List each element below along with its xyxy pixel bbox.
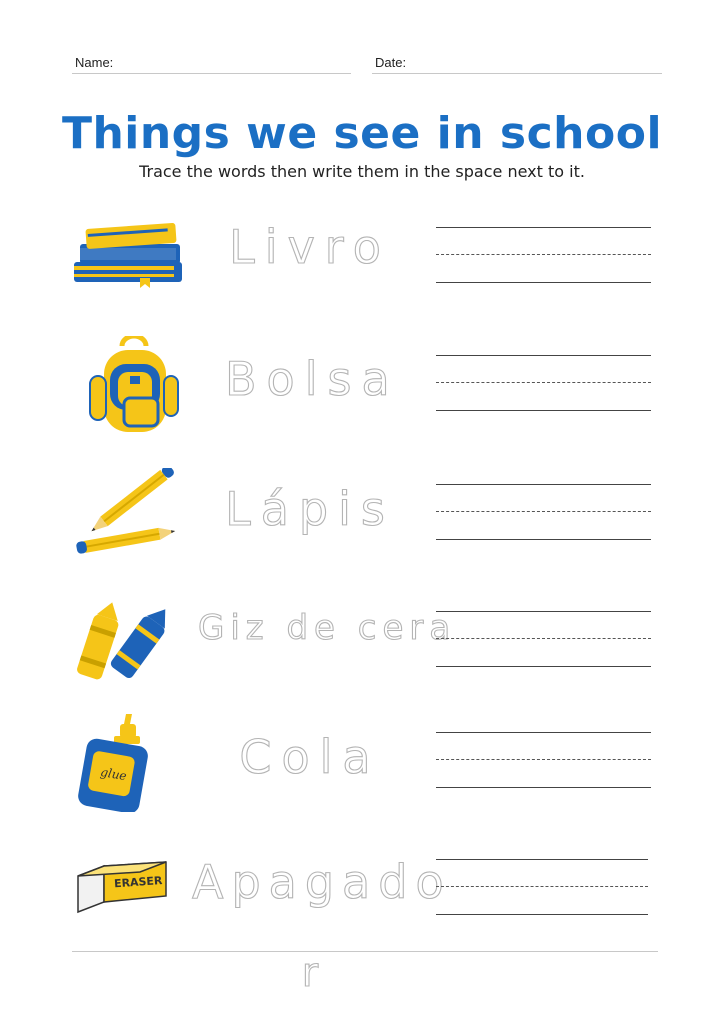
page-subtitle: Trace the words then write them in the space next to it. xyxy=(139,162,585,181)
writing-top-line[interactable] xyxy=(436,732,651,733)
writing-mid-line xyxy=(436,638,651,639)
writing-base-line xyxy=(436,666,651,667)
trace-word: Cola xyxy=(239,730,381,784)
backpack-icon xyxy=(84,336,184,436)
crayons-icon xyxy=(70,598,180,684)
bottom-divider xyxy=(72,951,658,952)
trace-word: Livro xyxy=(229,220,391,274)
writing-mid-line xyxy=(436,382,651,383)
date-field-line[interactable] xyxy=(372,73,662,74)
name-field-line[interactable] xyxy=(72,73,351,74)
books-icon xyxy=(70,222,188,288)
writing-top-line[interactable] xyxy=(436,227,651,228)
glue-icon xyxy=(78,712,148,812)
writing-base-line xyxy=(436,539,651,540)
writing-base-line xyxy=(436,787,651,788)
writing-base-line xyxy=(436,282,651,283)
writing-base-line xyxy=(436,410,651,411)
glue-label: glue xyxy=(99,764,128,784)
eraser-icon xyxy=(74,858,170,914)
trace-word: Apagado xyxy=(192,855,452,909)
writing-base-line xyxy=(436,914,648,915)
trace-word: Bolsa xyxy=(225,352,400,406)
writing-mid-line xyxy=(436,254,651,255)
writing-mid-line xyxy=(436,511,651,512)
trace-word-overflow: r xyxy=(301,950,319,996)
pencils-icon xyxy=(74,468,184,556)
date-label: Date: xyxy=(375,55,407,70)
trace-word: Lápis xyxy=(225,482,395,536)
eraser-label: ERASER xyxy=(113,874,163,891)
name-label: Name: xyxy=(75,55,114,70)
writing-mid-line xyxy=(436,886,648,887)
writing-mid-line xyxy=(436,759,651,760)
writing-top-line[interactable] xyxy=(436,611,651,612)
writing-top-line[interactable] xyxy=(436,859,648,860)
trace-word: Giz de cera xyxy=(198,608,457,648)
writing-top-line[interactable] xyxy=(436,484,651,485)
writing-top-line[interactable] xyxy=(436,355,651,356)
page-title: Things we see in school xyxy=(61,108,663,159)
